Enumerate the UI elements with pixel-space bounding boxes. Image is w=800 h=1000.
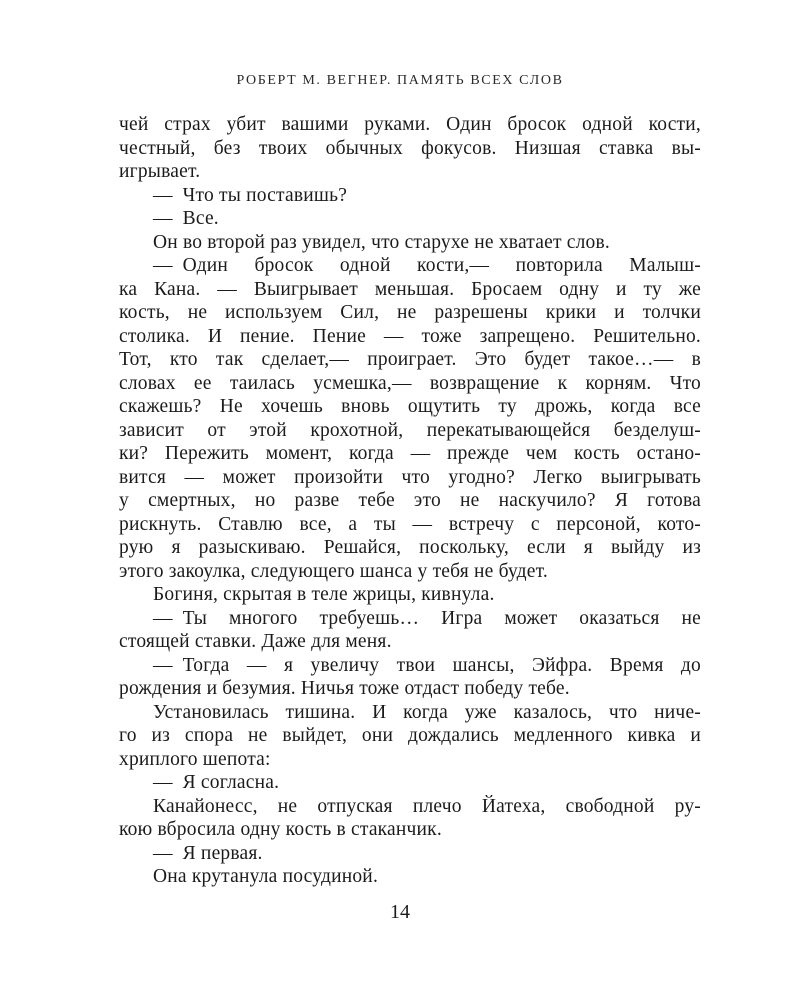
- text-line: этого закоулка, следующего шанса у тебя не будет.: [119, 560, 548, 582]
- text-line: Канайонесс, не отпуская плечо Йатеха, свободной ру-: [153, 795, 701, 817]
- text-line: ки? Пережить момент, когда — прежде чем кость остано-: [119, 443, 701, 464]
- text-line: — Все.: [153, 208, 219, 229]
- text-line: чей страх убит вашими руками. Один бросок одной кости,: [119, 114, 701, 135]
- text-line: рискнуть. Ставлю все, а ты — встречу с персоной, кото-: [119, 513, 701, 535]
- text-line: рую я разыскиваю. Решайся, поскольку, если я выйду из: [119, 537, 701, 558]
- text-line: хриплого шепота:: [119, 748, 271, 770]
- text-line: го из спора не выйдет, они дождались медленного кивка и: [119, 725, 701, 746]
- text-line: кою вбросила одну кость в стаканчик.: [119, 819, 442, 840]
- text-line: Установилась тишина. И когда уже казалось, что ниче-: [153, 701, 701, 723]
- page-number: 14: [390, 901, 410, 923]
- text-line: — Что ты поставишь?: [153, 184, 348, 206]
- text-line: словах ее таилась усмешка,— возвращение к корням. Что: [119, 372, 701, 394]
- text-line: — Тогда — я увеличу твои шансы, Эйфра. Время до: [153, 654, 701, 676]
- text-line: вится — может произойти что угодно? Легко выигрывать: [119, 466, 701, 488]
- text-line: — Я согласна.: [153, 772, 280, 793]
- text-line: Она крутанула посудиной.: [153, 866, 379, 887]
- text-line: столика. И пение. Пение — тоже запрещено. Решительно.: [119, 325, 701, 347]
- text-line: ка Кана. — Выигрывает меньшая. Бросаем одну и ту же: [119, 278, 701, 300]
- text-line: — Ты многого требуешь… Игра может оказаться не: [153, 607, 701, 629]
- text-line: стоящей ставки. Даже для меня.: [119, 631, 392, 652]
- text-line: игрывает.: [119, 161, 201, 182]
- text-line: честный, без твоих обычных фокусов. Низшая ставка вы-: [119, 137, 701, 159]
- running-header: РОБЕРТ М. ВЕГНЕР. ПАМЯТЬ ВСЕХ СЛОВ: [236, 73, 564, 88]
- text-line: рождения и безумия. Ничья тоже отдаст победу тебе.: [119, 678, 570, 699]
- text-line: скажешь? Не хочешь вновь ощутить ту дрожь, когда все: [119, 396, 701, 417]
- text-line: кость, не используем Сил, не разрешены крики и толчки: [119, 302, 701, 323]
- text-line: Он во второй раз увидел, что старухе не хватает слов.: [153, 231, 610, 253]
- text-line: Тот, кто так сделает,— проиграет. Это будет такое…— в: [119, 349, 701, 370]
- text-line: у смертных, но разве тебе это не наскучило? Я готова: [119, 490, 701, 511]
- text-line: зависит от этой крохотной, перекатывающейся безделуш-: [119, 419, 701, 441]
- text-block: [119, 113, 701, 889]
- text-line: Богиня, скрытая в теле жрицы, кивнула.: [153, 584, 495, 605]
- text-line: — Один бросок одной кости,— повторила Малыш-: [153, 255, 701, 276]
- text-line: — Я первая.: [153, 842, 263, 864]
